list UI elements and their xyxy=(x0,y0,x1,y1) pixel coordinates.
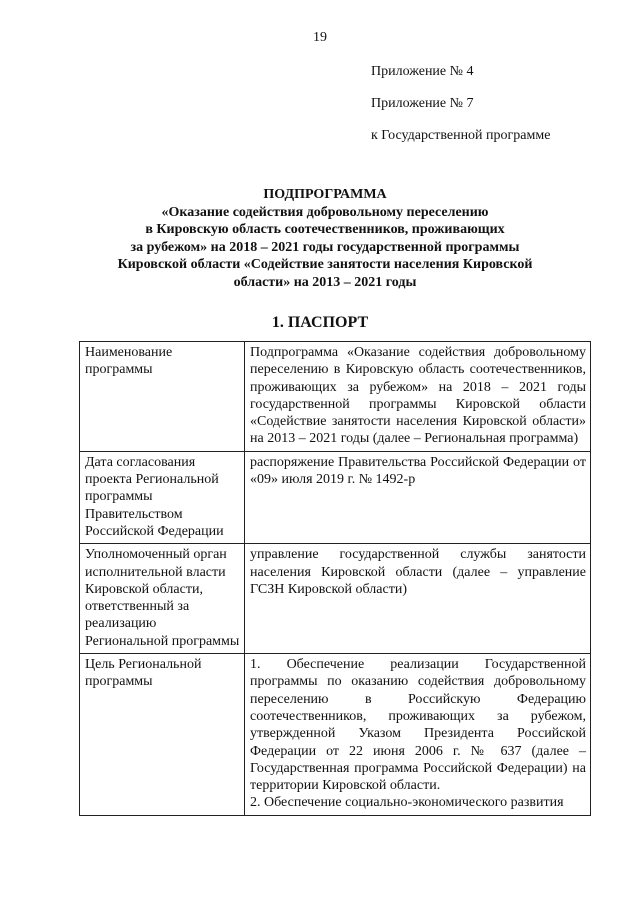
row-label-program-goal: Цель Региональной программы xyxy=(80,654,245,816)
row-value-approval-date: распоряжение Правительства Российской Федерации от «09» июля 2019 г. № 1492-р xyxy=(245,451,591,543)
table-row xyxy=(80,451,591,543)
goal-item-1: 1. Обеспечение реализации Государственной программы по оказанию содействия добровольному переселению в Российскую Федерацию соотечественников, проживающих за рубежом, утвержденной Указом Президента Российской Федерации от 22 июня 2006 г. № 637 (далее – Государственная программа Российской Федерации) на территории Кировской области. xyxy=(250,657,586,794)
passport-heading: 1. ПАСПОРТ xyxy=(271,314,369,331)
row-value-program-name: Подпрограмма «Оказание содействия добровольному переселению в Кировскую область соотечественников, проживающих за рубежом» на 2018 – 2021 годы государственной программы Кировской области «Содействие занятости населения Кировской области» на 2013 – 2021 годы (далее – Региональная программа) xyxy=(245,342,591,452)
row-label-approval-date: Дата согласования проекта Региональной программы Правительством Российской Федерации xyxy=(80,451,245,543)
title-line: «Оказание содействия добровольному переселению xyxy=(161,204,489,220)
row-label-authorized-body: Уполномоченный орган исполнительной власти Кировской области, ответственный за реализацию Региональной программы xyxy=(80,544,245,654)
table-row xyxy=(80,654,591,816)
page-number: 19 xyxy=(313,30,327,45)
table-row xyxy=(80,342,591,452)
title-line: Кировской области «Содействие занятости населения Кировской xyxy=(117,257,533,272)
row-value-program-goal xyxy=(245,654,591,816)
title-line: ПОДПРОГРАММА xyxy=(263,187,387,202)
annex-to-state-program: к Государственной программе xyxy=(371,128,551,143)
row-label-program-name: Наименование программы xyxy=(80,342,245,452)
passport-table xyxy=(79,341,591,816)
table-row xyxy=(80,544,591,654)
row-value-authorized-body: управление государственной службы занятости населения Кировской области (далее – управление ГСЗН Кировской области) xyxy=(245,544,591,654)
title-line: в Кировскую область соотечественников, проживающих xyxy=(145,222,505,237)
title-line: за рубежом» на 2018 – 2021 годы государственной программы xyxy=(130,239,520,255)
subprogram-title xyxy=(90,186,560,291)
title-line: области» на 2013 – 2021 годы xyxy=(233,274,417,290)
goal-item-2: 2. Обеспечение социально-экономического развития xyxy=(250,795,564,811)
annex-number-7: Приложение № 7 xyxy=(371,96,474,111)
annex-number-4: Приложение № 4 xyxy=(371,64,474,79)
